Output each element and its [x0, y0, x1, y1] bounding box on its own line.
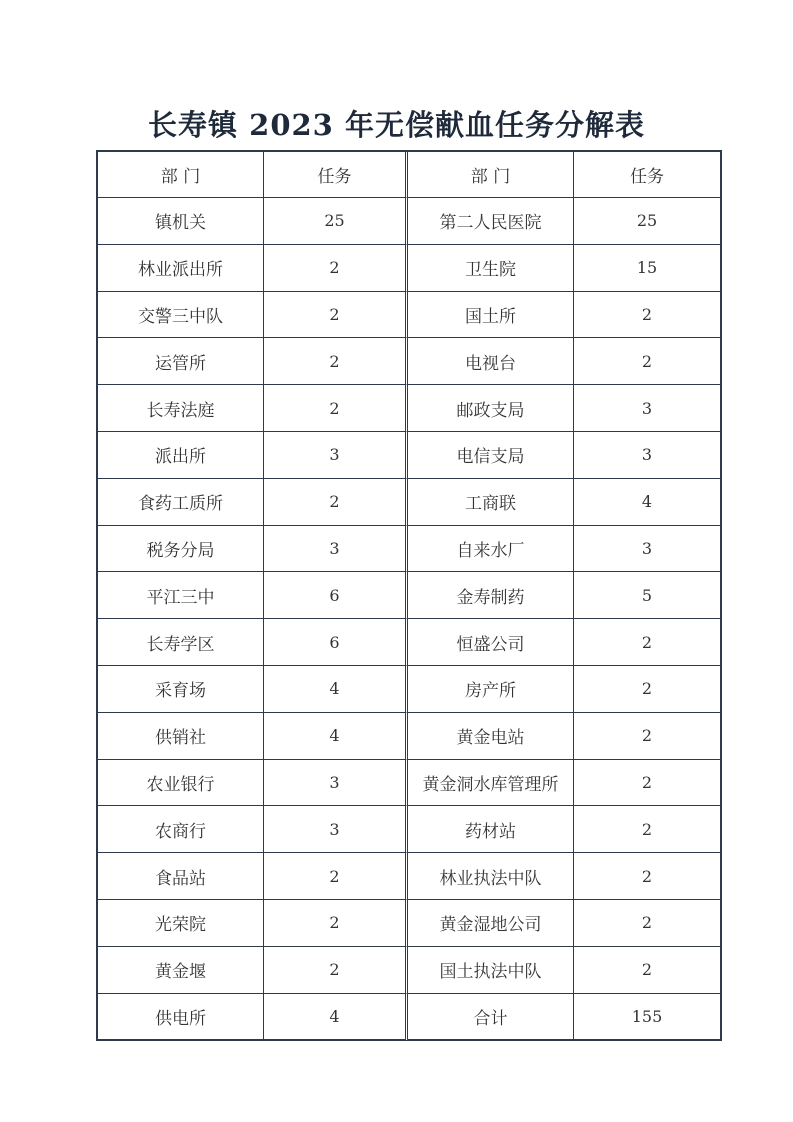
table-row — [98, 666, 722, 713]
dept-cell-left: 平江三中 — [98, 572, 264, 619]
task-cell-left: 3 — [264, 806, 408, 853]
task-cell-left: 2 — [264, 338, 408, 385]
task-cell-left: 4 — [264, 713, 408, 760]
task-cell-right: 3 — [574, 432, 722, 479]
task-cell-right: 4 — [574, 479, 722, 526]
dept-cell-left: 长寿学区 — [98, 619, 264, 666]
header-row — [98, 152, 722, 198]
table-row — [98, 479, 722, 526]
table-body — [98, 198, 722, 1041]
page-title: 长寿镇 2023 年无偿献血任务分解表 — [148, 108, 645, 142]
table-row — [98, 900, 722, 947]
dept-cell-left: 税务分局 — [98, 526, 264, 573]
dept-cell-left: 食药工质所 — [98, 479, 264, 526]
table-row — [98, 198, 722, 245]
task-cell-left: 2 — [264, 385, 408, 432]
dept-cell-right: 工商联 — [408, 479, 574, 526]
dept-cell-left: 光荣院 — [98, 900, 264, 947]
table-row — [98, 853, 722, 900]
task-cell-right: 2 — [574, 619, 722, 666]
task-cell-right: 2 — [574, 292, 722, 339]
dept-cell-right: 房产所 — [408, 666, 574, 713]
task-cell-left: 2 — [264, 245, 408, 292]
dept-cell-right: 自来水厂 — [408, 526, 574, 573]
header-dept-right: 部 门 — [408, 152, 574, 198]
dept-cell-left: 供电所 — [98, 994, 264, 1042]
task-cell-left: 3 — [264, 760, 408, 807]
task-cell-right: 2 — [574, 947, 722, 994]
task-cell-right: 155 — [574, 994, 722, 1042]
task-cell-right: 3 — [574, 526, 722, 573]
table-row — [98, 760, 722, 807]
table-row — [98, 292, 722, 339]
dept-cell-right: 电视台 — [408, 338, 574, 385]
dept-cell-right: 黄金电站 — [408, 713, 574, 760]
header-task-left: 任务 — [264, 152, 408, 198]
dept-cell-left: 运管所 — [98, 338, 264, 385]
dept-cell-right: 药材站 — [408, 806, 574, 853]
header-task-right: 任务 — [574, 152, 722, 198]
table-row — [98, 713, 722, 760]
task-cell-left: 3 — [264, 432, 408, 479]
task-cell-left: 2 — [264, 900, 408, 947]
dept-cell-right: 国土执法中队 — [408, 947, 574, 994]
table-row — [98, 432, 722, 479]
table-row — [98, 385, 722, 432]
task-cell-right: 2 — [574, 853, 722, 900]
dept-cell-left: 林业派出所 — [98, 245, 264, 292]
table-row — [98, 245, 722, 292]
dept-cell-right: 合计 — [408, 994, 574, 1042]
task-cell-left: 4 — [264, 666, 408, 713]
dept-cell-right: 林业执法中队 — [408, 853, 574, 900]
task-cell-left: 2 — [264, 292, 408, 339]
dept-cell-left: 黄金堰 — [98, 947, 264, 994]
task-cell-right: 2 — [574, 900, 722, 947]
header-dept-left: 部 门 — [98, 152, 264, 198]
task-cell-right: 2 — [574, 760, 722, 807]
table-row — [98, 526, 722, 573]
dept-cell-right: 卫生院 — [408, 245, 574, 292]
dept-cell-right: 黄金洞水库管理所 — [408, 760, 574, 807]
dept-cell-left: 农商行 — [98, 806, 264, 853]
dept-cell-left: 采育场 — [98, 666, 264, 713]
task-cell-right: 2 — [574, 713, 722, 760]
dept-cell-left: 农业银行 — [98, 760, 264, 807]
dept-cell-left: 供销社 — [98, 713, 264, 760]
table-row — [98, 572, 722, 619]
task-cell-left: 3 — [264, 526, 408, 573]
task-cell-right: 2 — [574, 806, 722, 853]
task-cell-right: 15 — [574, 245, 722, 292]
dept-cell-right: 黄金湿地公司 — [408, 900, 574, 947]
dept-cell-right: 电信支局 — [408, 432, 574, 479]
task-cell-right: 5 — [574, 572, 722, 619]
dept-cell-left: 交警三中队 — [98, 292, 264, 339]
dept-cell-right: 邮政支局 — [408, 385, 574, 432]
task-cell-right: 2 — [574, 338, 722, 385]
task-cell-left: 6 — [264, 572, 408, 619]
table-row — [98, 806, 722, 853]
dept-cell-left: 长寿法庭 — [98, 385, 264, 432]
task-cell-left: 2 — [264, 947, 408, 994]
task-cell-left: 2 — [264, 479, 408, 526]
dept-cell-right: 国土所 — [408, 292, 574, 339]
task-cell-right: 25 — [574, 198, 722, 245]
table-row — [98, 338, 722, 385]
task-cell-left: 25 — [264, 198, 408, 245]
task-cell-right: 3 — [574, 385, 722, 432]
table-row — [98, 994, 722, 1042]
dept-cell-left: 镇机关 — [98, 198, 264, 245]
dept-cell-right: 恒盛公司 — [408, 619, 574, 666]
table-row — [98, 947, 722, 994]
task-cell-left: 4 — [264, 994, 408, 1042]
dept-cell-right: 第二人民医院 — [408, 198, 574, 245]
dept-cell-right: 金寿制药 — [408, 572, 574, 619]
task-cell-left: 2 — [264, 853, 408, 900]
dept-cell-left: 派出所 — [98, 432, 264, 479]
task-cell-right: 2 — [574, 666, 722, 713]
task-cell-left: 6 — [264, 619, 408, 666]
task-table — [96, 150, 722, 1041]
table-row — [98, 619, 722, 666]
dept-cell-left: 食品站 — [98, 853, 264, 900]
